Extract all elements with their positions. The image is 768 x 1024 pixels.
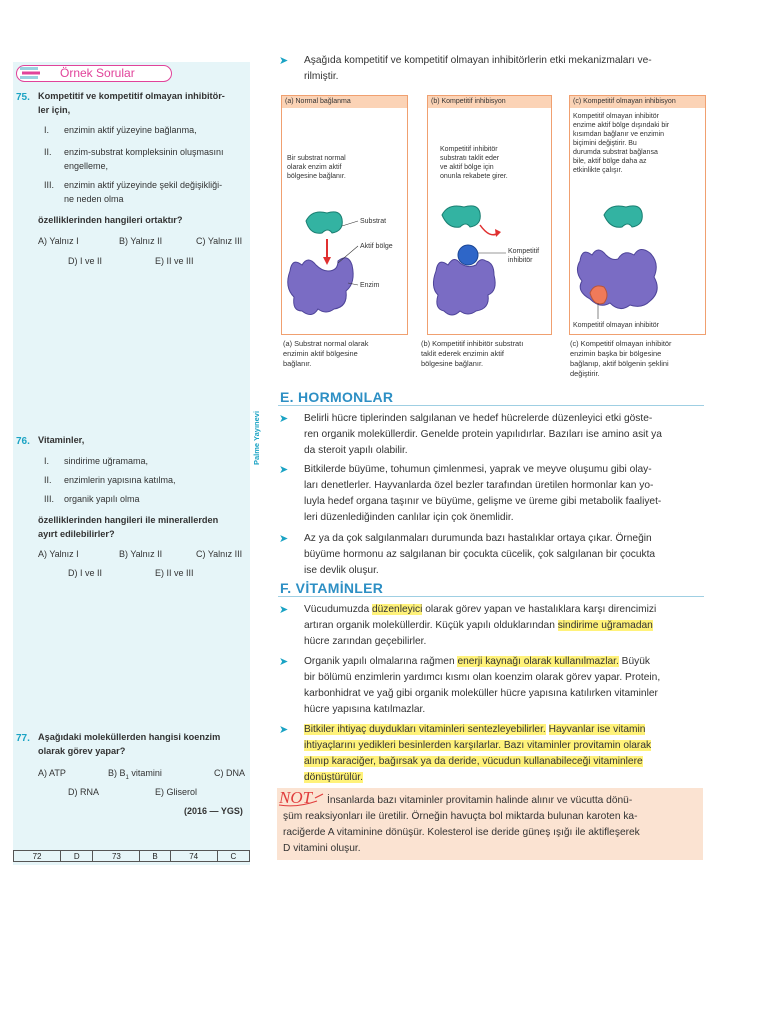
caption-line: değiştirir. bbox=[570, 369, 600, 378]
section-heading-vitamins: F. VİTAMİNLER bbox=[280, 580, 384, 596]
text-run: artıran organik moleküllerdir. Küçük yapılı olduklarından bbox=[304, 620, 558, 631]
statement: ne neden olma bbox=[64, 194, 124, 204]
answer-key-cell: B bbox=[140, 851, 170, 862]
enzyme-diagram-c bbox=[570, 191, 704, 333]
option[interactable] bbox=[108, 768, 162, 781]
statement: enzimin aktif yüzeyinde şekil değişikliği- bbox=[64, 180, 223, 190]
note-tag-text: NOT bbox=[279, 788, 313, 807]
paragraph-line: karbonhidrat ve yağ gibi organik moleküller hücre yapısına katılırken vitaminler bbox=[304, 688, 658, 699]
item-numeral: I. bbox=[44, 125, 50, 135]
note-line: D vitamini oluşur. bbox=[283, 843, 361, 854]
highlighted-text: düzenleyici bbox=[371, 604, 423, 615]
note-line: Kompetitif inhibitör bbox=[440, 146, 498, 153]
item-numeral: II. bbox=[44, 147, 52, 157]
note-line: İnsanlarda bazı vitaminler provitamin halinde alınır ve vücutta dönü- bbox=[327, 795, 633, 806]
caption-line: bölgesine bağlanır. bbox=[421, 359, 484, 368]
note-tag-dash bbox=[315, 794, 323, 798]
paragraph-line bbox=[304, 722, 651, 738]
bullet-arrow-icon: ➤ bbox=[279, 724, 289, 736]
label-noncompetitive-inhibitor: Kompetitif olmayan inhibitör bbox=[573, 322, 659, 329]
question-stem: ler için, bbox=[38, 105, 71, 115]
answer-key-cell: 72 bbox=[14, 851, 61, 862]
question-stem: Aşağıdaki moleküllerden hangisi koenzim bbox=[38, 732, 221, 742]
publisher-side-label-text: Palme Yayınevi bbox=[252, 410, 261, 465]
paragraph-line: ise devlik oluşur. bbox=[304, 565, 379, 576]
note-line: onunla rekabete girer. bbox=[440, 173, 508, 180]
label-active-site: Aktif bölge bbox=[360, 243, 393, 250]
statement: sindirime uğramama, bbox=[64, 456, 149, 466]
text-run: Vücudumuzda bbox=[304, 604, 372, 615]
option[interactable]: E) II ve III bbox=[155, 256, 194, 266]
caption-line: (a) Substrat normal olarak bbox=[283, 339, 369, 348]
enzyme-shape bbox=[288, 258, 353, 315]
figure-b-note bbox=[440, 145, 508, 181]
figure-c-heading: (c) Kompetitif olmayan inhibisyon bbox=[570, 96, 705, 108]
bullet-arrow-icon: ➤ bbox=[279, 413, 289, 425]
enzyme-diagram-b bbox=[428, 191, 550, 331]
paragraph-line: büyüme hormonu az salgılanan bir çocukta cücelik, çok salgılanan bir çocukta bbox=[304, 549, 656, 560]
option[interactable]: E) Gliserol bbox=[155, 787, 198, 797]
statement: enzimin aktif yüzeyine bağlanma, bbox=[64, 125, 197, 135]
highlighted-text: dönüştürülür. bbox=[304, 772, 363, 783]
bullet-arrow-icon: ➤ bbox=[279, 656, 289, 668]
figure-a-caption bbox=[283, 339, 368, 369]
bullet-arrow-icon: ➤ bbox=[279, 55, 289, 67]
paragraph-line: Aşağıda kompetitif ve kompetitif olmayan inhibitörlerin etki mekanizmaları ve- bbox=[304, 55, 652, 66]
question-prompt: özelliklerinden hangileri ile minerallerden bbox=[38, 515, 219, 525]
item-numeral: III. bbox=[44, 180, 55, 190]
stack-icon bbox=[20, 67, 40, 79]
note-line: bölgesine bağlanır. bbox=[287, 173, 346, 180]
figure-c-note bbox=[573, 112, 669, 175]
label-substrate: Substrat bbox=[360, 218, 387, 225]
note-line: bile, aktif bölge daha az bbox=[573, 158, 647, 165]
example-header-title: Örnek Sorular bbox=[60, 66, 135, 80]
figure-c-caption bbox=[570, 339, 671, 379]
note-line: Bir substrat normal bbox=[287, 155, 346, 162]
highlighted-text: Hayvanlar ise vitamin bbox=[548, 724, 646, 735]
paragraph-line: hücre yapısına katılmazlar. bbox=[304, 704, 426, 715]
note-line: şüm reaksiyonları ile üretilir. Örneğin havuçta bol miktarda bulunan karoten ka- bbox=[283, 811, 638, 822]
section-divider bbox=[278, 405, 704, 406]
figure-b-heading: (b) Kompetitif inhibisyon bbox=[428, 96, 551, 108]
question-stem: Kompetitif ve kompetitif olmayan inhibitör- bbox=[38, 91, 225, 101]
answer-key-cell: 73 bbox=[93, 851, 140, 862]
paragraph bbox=[304, 411, 662, 459]
paragraph-line bbox=[304, 770, 651, 786]
option[interactable]: A) Yalnız I bbox=[38, 236, 79, 246]
highlighted-text: enerji kaynağı olarak kullanılmazlar. bbox=[457, 656, 619, 667]
text-run: olarak görev yapan ve hastalıklara karşı direncimizi bbox=[422, 604, 657, 615]
paragraph-line: Az ya da çok salgılanmaları durumunda bazı hastalıklar ortaya çıkar. Örneğin bbox=[304, 533, 652, 544]
blocked-arrowhead bbox=[495, 229, 501, 237]
question-number: 76. bbox=[16, 436, 30, 447]
statement: enzim-substrat kompleksinin oluşmasını bbox=[64, 147, 224, 157]
option-letter: B) B bbox=[108, 768, 126, 778]
substrate-shape bbox=[442, 206, 480, 227]
highlighted-text: sindirime uğramadan bbox=[557, 620, 653, 631]
option[interactable]: C) Yalnız III bbox=[196, 549, 243, 559]
paragraph bbox=[304, 654, 660, 718]
question-stem: olarak görev yapar? bbox=[38, 746, 126, 756]
figure-a-note bbox=[287, 154, 346, 181]
highlighted-text: alınıp karaciğer, bağırsak ya da deride, vücudun kullanabileceği vitaminlere bbox=[304, 756, 643, 767]
option[interactable]: C) Yalnız III bbox=[196, 236, 243, 246]
caption-line: bağlanıp, aktif bölgenin şeklini bbox=[570, 359, 669, 368]
bullet-arrow-icon: ➤ bbox=[279, 533, 289, 545]
option[interactable]: B) Yalnız II bbox=[119, 549, 163, 559]
paragraph bbox=[304, 602, 656, 650]
paragraph-line: hücre zarından geçebilirler. bbox=[304, 636, 427, 647]
note-line: enzime aktif bölge dışındaki bir bbox=[573, 122, 670, 129]
binding-arrowhead bbox=[323, 257, 331, 265]
note-line: kısımdan bağlanır ve enzimin bbox=[573, 131, 665, 138]
answer-key-cell: D bbox=[61, 851, 93, 862]
paragraph-line bbox=[304, 654, 660, 670]
label-competitive-inhibitor-1: Kompetitif bbox=[508, 248, 540, 255]
source-note: (2016 — YGS) bbox=[184, 806, 243, 816]
enzyme-diagram-a bbox=[282, 191, 406, 331]
caption-line: (b) Kompetitif inhibitör substratı bbox=[421, 339, 524, 348]
option[interactable]: A) ATP bbox=[38, 768, 66, 778]
figure-b-caption bbox=[421, 339, 523, 369]
section-divider bbox=[278, 596, 704, 597]
paragraph bbox=[304, 722, 651, 786]
highlighted-text: Bitkiler ihtiyaç duydukları vitaminleri sentezleyebilirler. bbox=[304, 724, 546, 735]
caption-line: enzimin başka bir bölgesine bbox=[570, 349, 662, 358]
option[interactable]: D) RNA bbox=[68, 787, 99, 797]
competitive-inhibitor-shape bbox=[458, 245, 478, 265]
publisher-side-label bbox=[249, 405, 263, 465]
substrate-shape bbox=[604, 206, 642, 227]
label-enzyme: Enzim bbox=[360, 282, 380, 289]
figure-panel-b bbox=[427, 95, 552, 335]
paragraph-line bbox=[304, 738, 651, 754]
note-line: Kompetitif olmayan inhibitör bbox=[573, 113, 659, 120]
label-competitive-inhibitor-2: inhibitör bbox=[508, 257, 533, 264]
text-run: Organik yapılı olmalarına rağmen bbox=[304, 656, 458, 667]
paragraph-line bbox=[304, 602, 656, 618]
note-line: biçimini değiştirir. Bu bbox=[573, 140, 637, 147]
highlighted-text: Bazı vitaminler provitamin olarak bbox=[501, 740, 652, 751]
enzyme-shape bbox=[433, 259, 495, 315]
item-numeral: I. bbox=[44, 456, 50, 466]
item-numeral: III. bbox=[44, 494, 55, 504]
question-number: 77. bbox=[16, 733, 30, 744]
paragraph-line: Belirli hücre tiplerinden salgılanan ve hedef hücrelerde düzenleyici etki göste- bbox=[304, 413, 653, 424]
paragraph-line: ları denetlerler. Hayvanlarda özel bezler tarafından üretilen hormonlar kan yo- bbox=[304, 480, 654, 491]
highlighted-text: ihtiyaçlarını yedikleri besinlerden karşılarlar. bbox=[304, 740, 502, 751]
caption-line: taklit ederek enzimin aktif bbox=[421, 349, 504, 358]
option[interactable]: D) I ve II bbox=[68, 568, 103, 578]
enzyme-shape bbox=[577, 249, 657, 308]
note-line: substratı taklit eder bbox=[440, 155, 500, 162]
text-run: Büyük bbox=[618, 656, 650, 667]
item-numeral: II. bbox=[44, 475, 52, 485]
answer-key-table bbox=[13, 850, 250, 862]
statement: engelleme, bbox=[64, 161, 109, 171]
paragraph-line: leri düzenlediğinden canlılar için çok önemlidir. bbox=[304, 512, 514, 523]
paragraph-line: Bitkilerde büyüme, tohumun çimlenmesi, yaprak ve meyve oluşumu gibi olay- bbox=[304, 464, 652, 475]
bullet-arrow-icon: ➤ bbox=[279, 464, 289, 476]
answer-key-cell: C bbox=[217, 851, 249, 862]
question-prompt: özelliklerinden hangileri ortaktır? bbox=[38, 215, 183, 225]
paragraph-line: rilmiştir. bbox=[304, 71, 339, 82]
question-number: 75. bbox=[16, 92, 30, 103]
bullet-arrow-icon: ➤ bbox=[279, 604, 289, 616]
figure-panel-a bbox=[281, 95, 408, 335]
paragraph bbox=[304, 462, 661, 526]
paragraph-line: da steroit yapılı olabilir. bbox=[304, 445, 408, 456]
paragraph-line: luyla hedef organa taşınır ve büyüme, gelişme ve üreme gibi metabolik faaliyet- bbox=[304, 496, 662, 507]
question-prompt: ayırt edilebilirler? bbox=[38, 529, 115, 539]
substrate-shape bbox=[306, 212, 342, 233]
option[interactable]: B) Yalnız II bbox=[119, 236, 163, 246]
note-line: olarak enzim aktif bbox=[287, 164, 342, 171]
statement: organik yapılı olma bbox=[64, 494, 140, 504]
label-leader bbox=[342, 221, 358, 226]
question-stem: Vitaminler, bbox=[38, 435, 85, 445]
section-heading-hormones: E. HORMONLAR bbox=[280, 389, 394, 405]
paragraph-line bbox=[304, 754, 651, 770]
option[interactable]: D) I ve II bbox=[68, 256, 103, 266]
note-line: durumda substrat bağlansa bbox=[573, 149, 658, 156]
subscript: 1 bbox=[125, 774, 129, 781]
option[interactable]: A) Yalnız I bbox=[38, 549, 79, 559]
answer-key-cell: 74 bbox=[170, 851, 217, 862]
note-line: etkinlikte çalışır. bbox=[573, 167, 623, 174]
paragraph-line: ren organik moleküllerdir. Genelde protein yapılıdırlar. Bazıları ise amino asit ya bbox=[304, 429, 662, 440]
paragraph-line: bir bölümü enzimlerin yardımcı kısmı olan koenzim olarak görev yapar. Protein, bbox=[304, 672, 661, 683]
caption-line: (c) Kompetitif olmayan inhibitör bbox=[570, 339, 672, 348]
paragraph bbox=[304, 531, 655, 579]
figure-panel-c bbox=[569, 95, 706, 335]
note-line: raciğerde A vitaminine dönüşür. Kolesterol ise deride güneş ışığı ile aktifleşerek bbox=[283, 827, 640, 838]
figure-a-heading: (a) Normal bağlanma bbox=[282, 96, 407, 108]
option-text: vitamini bbox=[131, 768, 162, 778]
paragraph-line bbox=[304, 618, 656, 634]
note-tag bbox=[277, 786, 327, 808]
caption-line: bağlanır. bbox=[283, 359, 312, 368]
statement: enzimlerin yapısına katılma, bbox=[64, 475, 176, 485]
caption-line: enzimin aktif bölgesine bbox=[283, 349, 358, 358]
option[interactable]: E) II ve III bbox=[155, 568, 194, 578]
note-line: ve aktif bölge için bbox=[440, 164, 494, 171]
option[interactable]: C) DNA bbox=[214, 768, 245, 778]
